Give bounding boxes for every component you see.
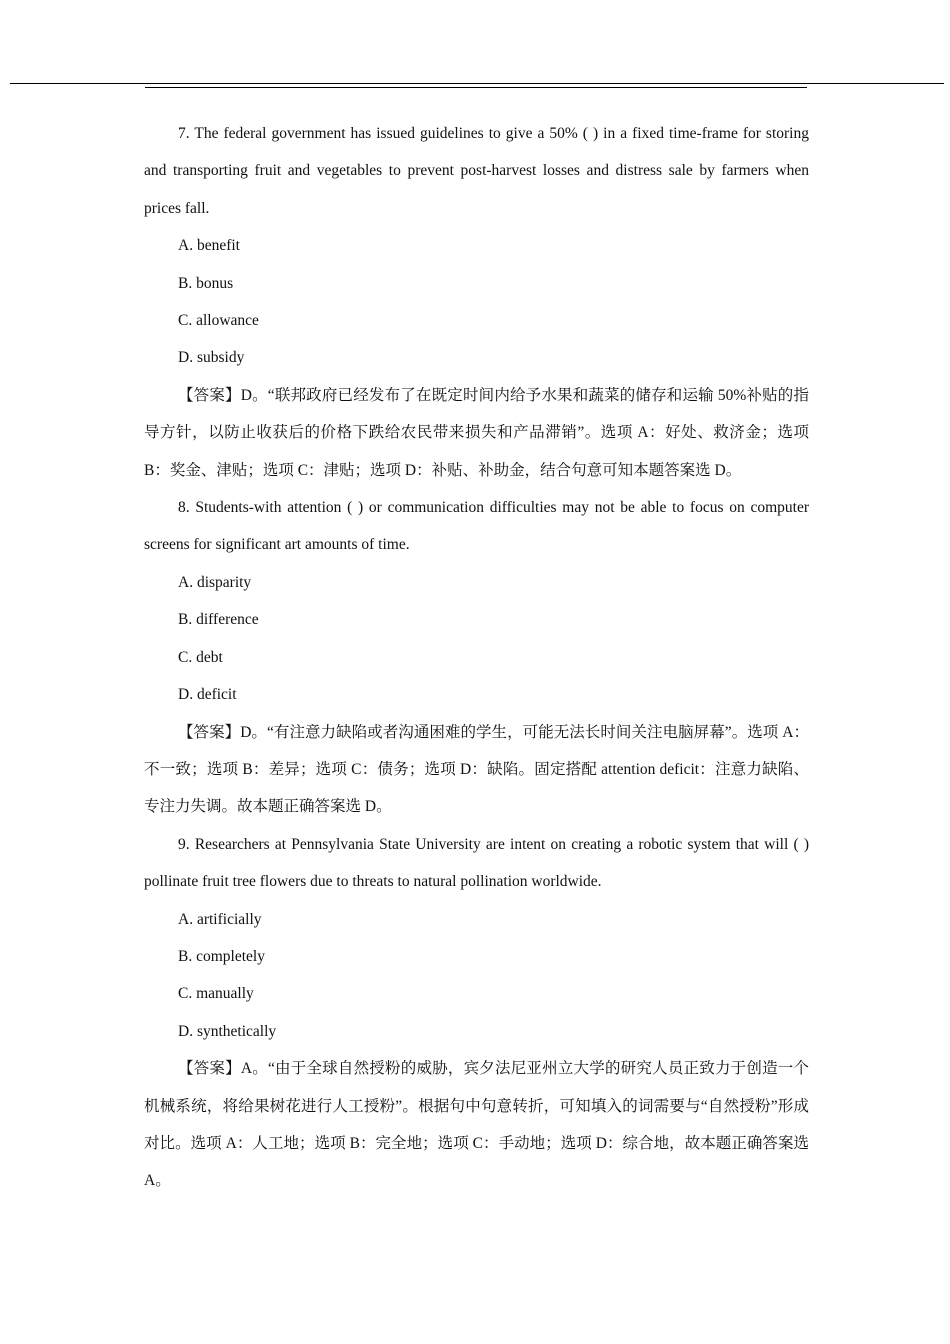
option-c: C. allowance bbox=[178, 312, 259, 330]
question-stem: 7. The federal government has issued guidelines to give a 50% ( ) in a fixed time-frame for storing and transporting fruit and vegetables to prevent post-harvest losses and distress sale by farmers when prices fall. bbox=[144, 125, 809, 217]
answer-explanation: 【答案】D。“有注意力缺陷或者沟通困难的学生，可能无法长时间关注电脑屏幕”。选项 A：不一致；选项 B：差异；选项 C：债务；选项 D：缺陷。固定搭配 attention deficit：注意力缺陷、专注力失调。故本题正确答案选 D。 bbox=[144, 723, 809, 816]
question-stem: 9. Researchers at Pennsylvania State University are intent on creating a robotic system that will ( ) pollinate fruit tree flowers due to threats to natural pollination worldwide. bbox=[144, 835, 809, 891]
option-b: B. bonus bbox=[178, 274, 234, 292]
option-c: C. debt bbox=[178, 648, 223, 666]
option-d: D. deficit bbox=[178, 686, 237, 704]
question-stem: 8. Students-with attention ( ) or communication difficulties may not be able to focus on computer screens for significant art amounts of time. bbox=[144, 499, 809, 554]
option-a: A. benefit bbox=[178, 237, 240, 255]
option-c: C. manually bbox=[178, 985, 254, 1003]
option-d: D. synthetically bbox=[178, 1022, 277, 1040]
option-a: A. artificially bbox=[178, 910, 262, 928]
answer-explanation: 【答案】A。“由于全球自然授粉的威胁，宾夕法尼亚州立大学的研究人员正致力于创造一个机械系统，将给果树花进行人工授粉”。根据句中句意转折，可知填入的词需要与“自然授粉”形成对比。选项 A：人工地；选项 B：完全地；选项 C：手动地；选项 D：综合地，故本题正确答案选 A。 bbox=[144, 1060, 809, 1190]
option-b: B. difference bbox=[178, 611, 259, 629]
header-rule bbox=[10, 83, 944, 84]
header-subrule bbox=[145, 87, 807, 88]
question-9 bbox=[144, 826, 809, 1200]
question-7 bbox=[144, 115, 809, 489]
option-d: D. subsidy bbox=[178, 349, 245, 367]
document-body bbox=[144, 115, 809, 1200]
option-a: A. disparity bbox=[178, 573, 252, 591]
answer-explanation: 【答案】D。“联邦政府已经发布了在既定时间内给予水果和蔬菜的储存和运输 50%补贴的指导方针，以防止收获后的价格下跌给农民带来损失和产品滞销”。选项 A：好处、救济金；选项 B：奖金、津贴；选项 C：津贴；选项 D：补贴、补助金，结合句意可知本题答案选 D。 bbox=[144, 386, 809, 479]
option-b: B. completely bbox=[178, 947, 265, 965]
question-8 bbox=[144, 489, 809, 826]
